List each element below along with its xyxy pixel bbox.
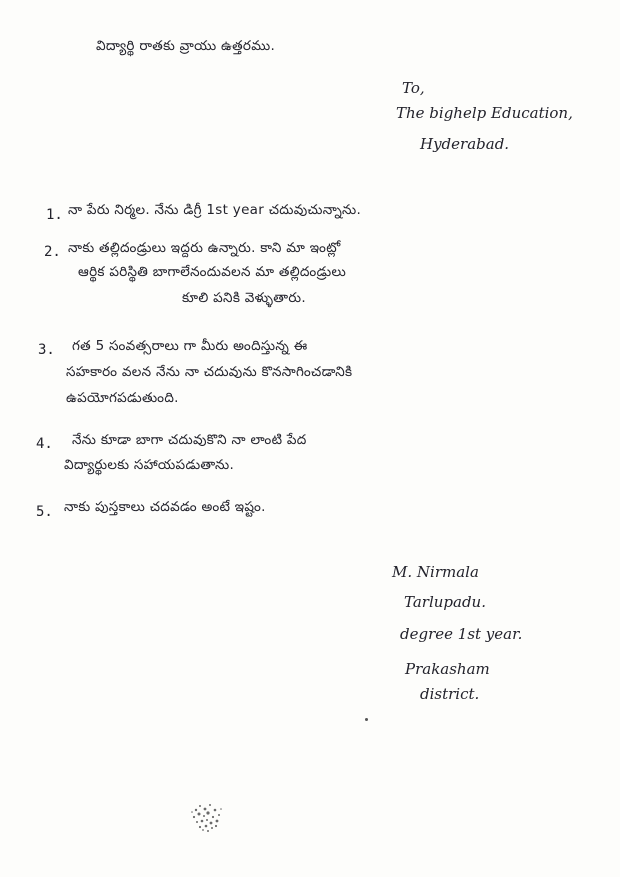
signature-district-1: Prakasham [405, 660, 490, 678]
point-number: 1. [46, 207, 63, 223]
smudge-mark [188, 800, 226, 834]
point-number: 4. [36, 436, 53, 452]
address-to: To, [402, 79, 425, 97]
point-number: 2. [44, 244, 61, 260]
point-line: గత 5 సంవత్సరాలు గా మీరు అందిస్తున్న ఈ [72, 338, 308, 354]
point-line: నేను కూడా బాగా చదువుకొని నా లాంటి పేద [72, 432, 307, 448]
signature-degree: degree 1st year. [400, 625, 523, 643]
point-number: 3. [38, 342, 55, 358]
address-city: Hyderabad. [420, 135, 510, 153]
point-line: ఆర్థిక పరిస్థితి బాగాలేనందువలన మా తల్లిదండ్రులు [78, 264, 347, 280]
point-line: నాకు పుస్తకాలు చదవడం అంటే ఇష్టం. [64, 499, 266, 515]
point-number: 5. [36, 504, 53, 520]
point-line: సహకారం వలన నేను నా చదువును కొనసాగించడానికి [66, 364, 353, 380]
point-line: కూలి పనికి వెళ్ళుతారు. [182, 290, 306, 306]
letter-header: విద్యార్థి రాతకు వ్రాయు ఉత్తరము. [96, 38, 276, 54]
point-line: విద్యార్థులకు సహాయపడుతాను. [64, 457, 235, 473]
signature-district-2: district. [420, 685, 480, 703]
point-line: ఉపయోగపడుతుంది. [66, 390, 179, 406]
point-line: నా పేరు నిర్మల. నేను డిగ్రీ 1st year చదువుచున్నాను. [68, 202, 362, 218]
signature-village: Tarlupadu. [404, 593, 486, 611]
point-line: నాకు తల్లిదండ్రులు ఇద్దరు ఉన్నారు. కాని మా ఇంట్లో [68, 240, 341, 256]
signature-name: M. Nirmala [392, 563, 479, 581]
stray-mark [365, 718, 368, 721]
address-name: The bighelp Education, [396, 104, 573, 122]
